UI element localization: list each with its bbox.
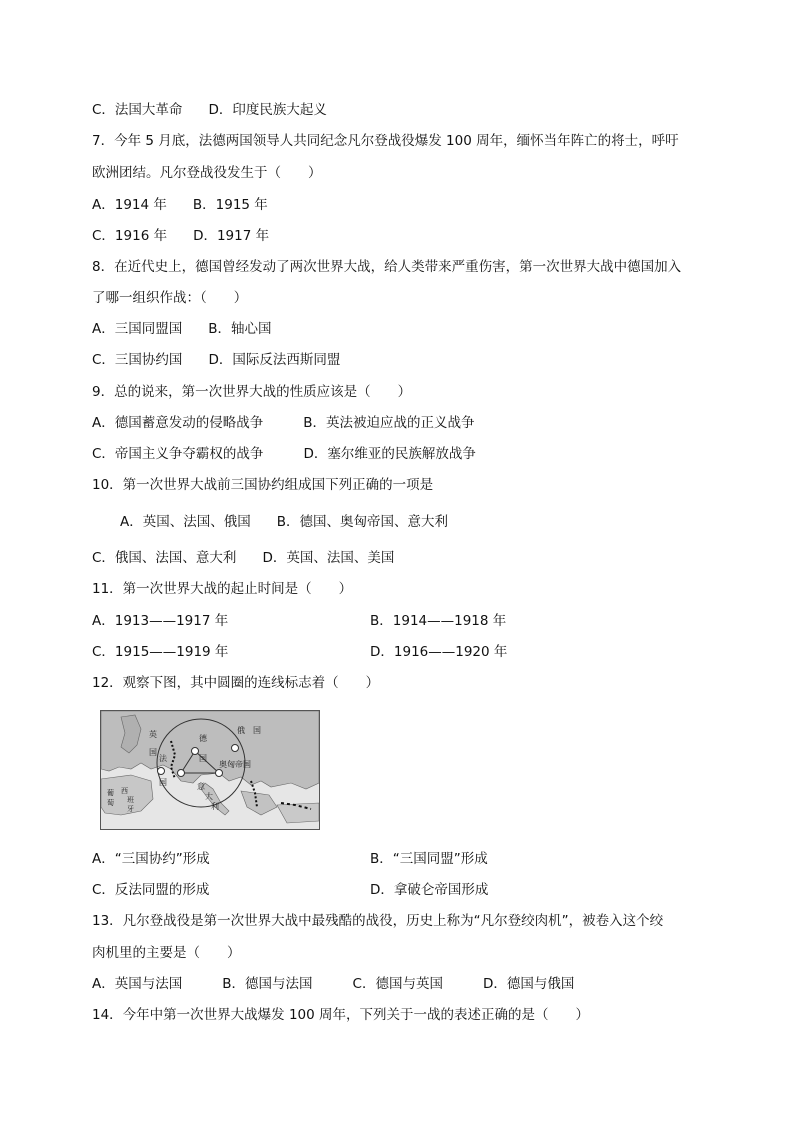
q12-option-d: D．拿破仑帝国形成	[370, 882, 489, 898]
q13-option-a: A．英国与法国	[92, 976, 183, 992]
q13-stem-line1: 13．凡尔登战役是第一次世界大战中最残酷的战役，历史上称为“凡尔登绞肉机”，被卷入这个绞	[92, 913, 664, 929]
q10-stem: 10．第一次世界大战前三国协约组成国下列正确的一项是	[92, 477, 434, 493]
label-italy-1: 意	[197, 782, 205, 791]
q8-options-ab	[92, 320, 272, 338]
q6-option-d: D．印度民族大起义	[208, 102, 327, 118]
q9-stem: 9．总的说来，第一次世界大战的性质应该是（ ）	[92, 384, 412, 400]
label-italy-2: 大	[205, 792, 213, 801]
q9-options-ab	[92, 414, 475, 432]
q10-option-d: D．英国、法国、美国	[262, 550, 395, 566]
label-germany-2: 国	[199, 754, 207, 763]
q7-option-d: D．1917 年	[193, 228, 270, 244]
q13-option-d: D．德国与俄国	[482, 976, 575, 992]
q13-options	[92, 975, 574, 993]
label-portugal-2: 萄	[107, 799, 114, 807]
q11-stem: 11．第一次世界大战的起止时间是（ ）	[92, 581, 353, 597]
q7-option-c: C．1916 年	[92, 228, 168, 244]
label-austria: 奥匈帝国	[219, 760, 251, 769]
q11-option-a: A．1913——1917 年	[92, 613, 229, 629]
label-britain-1: 英	[149, 730, 157, 739]
node-germany	[192, 748, 199, 755]
q12-option-a: A．“三国协约”形成	[92, 851, 210, 867]
q11-option-d: D．1916——1920 年	[370, 644, 508, 660]
label-spain-2: 班	[127, 796, 134, 804]
q10-options-ab	[120, 513, 448, 531]
q12-option-c: C．反法同盟的形成	[92, 882, 210, 898]
label-italy-3: 利	[211, 802, 219, 811]
label-france-1: 法	[159, 754, 167, 763]
q11-option-c: C．1915——1919 年	[92, 644, 229, 660]
q7-stem-line2: 欧洲团结。凡尔登战役发生于（ ）	[92, 165, 322, 181]
q8-option-c: C．三国协约国	[92, 352, 183, 368]
q7-option-a: A．1914 年	[92, 197, 167, 213]
q10-option-a: A．英国、法国、俄国	[120, 514, 251, 530]
q9-options-cd	[92, 445, 476, 463]
q9-option-c: C．帝国主义争夺霸权的战争	[92, 446, 264, 462]
label-spain-3: 牙	[127, 805, 134, 813]
q8-stem-line1: 8．在近代史上，德国曾经发动了两次世界大战，给人类带来严重伤害，第一次世界大战中德国加入	[92, 259, 682, 275]
q14-stem: 14．今年中第一次世界大战爆发 100 周年，下列关于一战的表述正确的是（ ）	[92, 1007, 590, 1023]
label-portugal-1: 葡	[107, 789, 114, 797]
q11-option-b: B．1914——1918 年	[370, 613, 507, 629]
q13-option-c: C．德国与英国	[352, 976, 443, 992]
q12-stem: 12．观察下图，其中圆圈的连线标志着（ ）	[92, 675, 380, 691]
q10-option-c: C．俄国、法国、意大利	[92, 550, 237, 566]
q8-options-cd	[92, 351, 340, 369]
label-france-2: 国	[159, 778, 167, 787]
q9-option-d: D．塞尔维亚的民族解放战争	[303, 446, 476, 462]
q9-option-b: B．英法被迫应战的正义战争	[303, 415, 475, 431]
q7-stem-line1: 7．今年 5 月底，法德两国领导人共同纪念凡尔登战役爆发 100 周年，缅怀当年阵亡的将士，呼吁	[92, 133, 679, 149]
q8-option-a: A．三国同盟国	[92, 321, 183, 337]
label-britain-2: 国	[149, 748, 157, 757]
q6-option-c: C．法国大革命	[92, 102, 183, 118]
label-spain-1: 西	[121, 787, 128, 795]
q7-option-b: B．1915 年	[192, 197, 268, 213]
q8-option-b: B．轴心国	[208, 321, 272, 337]
q10-option-b: B．德国、奥匈帝国、意大利	[276, 514, 449, 530]
q7-options-ab	[92, 196, 268, 214]
q7-options-cd	[92, 227, 269, 245]
label-germany-1: 德	[199, 734, 207, 743]
q10-options-cd	[92, 549, 394, 567]
q13-option-b: B．德国与法国	[222, 976, 313, 992]
q12-option-b: B．“三国同盟”形成	[370, 851, 488, 867]
q8-stem-line2: 了哪一组织作战：（ ）	[92, 290, 248, 306]
node-france	[158, 768, 165, 775]
node-russia	[232, 745, 239, 752]
europe-alliance-map	[100, 710, 320, 830]
q6-options	[92, 101, 327, 119]
label-russia: 俄 国	[237, 726, 261, 735]
node-austria	[216, 770, 223, 777]
node-italy	[178, 770, 185, 777]
q9-option-a: A．德国蓄意发动的侵略战争	[92, 415, 264, 431]
q8-option-d: D．国际反法西斯同盟	[208, 352, 341, 368]
q13-stem-line2: 肉机里的主要是（ ）	[92, 945, 241, 961]
